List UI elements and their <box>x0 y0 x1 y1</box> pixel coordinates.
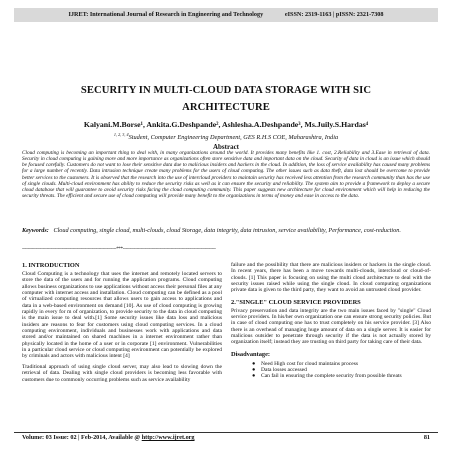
keywords-label: Keywords: <box>22 227 49 234</box>
paragraph: Traditional approach of using single cloud server, may also lead to slowing down the retrieval of data. Dealing with single cloud providers is becoming less favorable with customers due to commonly occurring problems such as service availability <box>22 363 222 383</box>
keywords-text: Cloud computing, single cloud, multi-clouds, cloud Storage, data integrity, data intrusion, service availability, Performance, cost-reduction. <box>53 227 401 234</box>
keywords <box>22 226 430 236</box>
disadvantage-list <box>252 360 431 380</box>
abstract-text: Cloud computing is becoming an important thing to deal with, in many organizations around the world. It provides many benefits like 1. cost, 2.Reliability and 3.Ease in retrieval of data. Security in cloud computing is gaining more and more importance as organizations often store sensitive data and important data on the cloud. Security of data in cloud is an issue which should be focused carefully. Customers do not want to lose their sensitive data due to malicious insiders and hackers in the cloud. In addition, the loss of service availability has caused many problems for a large number of recently. Data intrusion technique create many problems for the users of cloud computing. The other issues such as data theft, data lost should be overcome to provide better services to the customers. It is observed that the research into the use of intercloud providers to maintain security has received less attention from the research community than has the use of single clouds. Multi-cloud environment has ability to reduce the security risks as well as it can ensure the security and reliability. The system aim to provide a framework to deploy a secure cloud database that will guarantee to avoid security risks facing the cloud computing community. This paper suggests new architecture for cloud environment which will help in reducing the security threats. The efficient and secure use of cloud computing will provide many benefit to the organizations in terms of money and ease in access to the data. <box>22 150 430 200</box>
disadvantage-heading: Disadvantage: <box>231 350 271 358</box>
list-item <box>252 373 431 380</box>
section-heading-single-cloud: 2."SINGLE" CLOUD SERVICE PROVIDERS <box>231 298 361 306</box>
section-heading-introduction: 1. INTRODUCTION <box>22 262 80 269</box>
author-list: Kalyani.M.Borse¹, Ankita.G.Deshpande², Ashlesha.A.Deshpande³, Ms.Juily.S.Hardas⁴ <box>83 120 369 129</box>
affiliation-text: Student, Computer Engineering Department, GES R.H.S COE, Maharashtra, India <box>128 134 339 142</box>
paragraph: failure and the possibility that there are malicious insiders or hackers in the single cloud. In recent years, there has been a move towards multi-clouds, intercloud or cloud-of-clouds. [1] This paper is focusing on using the multi cloud architecture to deal with the security issues raised while using the single cloud. In cloud computing organizations private data is given to the third party, they want to avoid an untrusted cloud provider. <box>231 262 431 294</box>
page-footer <box>22 434 430 442</box>
footer-rule <box>14 432 438 433</box>
footer-volume: Volume: 03 Issue: 02 | Feb-2014, Available @ <box>22 434 142 441</box>
paragraph: Privacy preservation and data integrity are the two main issues faced by "single" Cloud service providers. In his/her own organization one can ensure strong security policies. But in case of cloud computing one has to trust completely on his service provider. [3] Also there is an overhead of managing huge amount of data on a single server. It is easier for malicious outsider to penetrate through security if the data is not actually stored by organization itself; instead they are trusting on third party for taking care of their data. <box>231 307 431 346</box>
right-column <box>231 262 431 380</box>
paper-title <box>20 82 432 116</box>
affiliation <box>20 131 432 142</box>
journal-issn: eISSN: 2319-1163 | pISSN: 2321-7308 <box>284 11 384 18</box>
affiliation-superscript: 1, 2, 3, 4 <box>113 132 129 137</box>
paragraph: Cloud Computing is a technology that uses the internet and remotely located servers to store the data of the users and for running the application programs. Cloud computing allows business organizations to use applications without access their personal files at any computer with internet access and installation. Cloud computing can be defined as a pool of virtualized computing resources that allows users to gain access to applications and data in a web-based environment on demand [10]. As use of cloud computing is growing rapidly in every for m of organization, to provide security to the data in cloud computing is the main issue to deal with.[1] Some security issues like data loss and malicious insiders are reasons to fear for customers using cloud computing services. In a cloud computing environment, individuals and businesses work with applications and data stored and/or maintained on shared machines in a internet environment rather than physically located in the home of a user or in corporate [1] environment. Vulnerabilities in a particular cloud service or cloud computing environment can potentially be explored by criminals and actors with malicious intent [4] <box>22 271 222 360</box>
journal-name: IJRET: International Journal of Research in Engineering and Technology <box>68 11 264 18</box>
page-number: 81 <box>423 434 430 441</box>
journal-header <box>14 8 438 22</box>
footer-link[interactable]: http://www.ijret.org <box>141 434 195 441</box>
paper-title-line-1: SECURITY IN MULTI-CLOUD DATA STORAGE WITH SIC <box>80 85 372 96</box>
abstract-heading: Abstract <box>212 143 240 151</box>
list-item-text: Data losses accessed <box>261 367 307 374</box>
list-item-text: Can fail in ensuring the complete security from possible threats <box>261 373 402 380</box>
bullet-icon: ● <box>252 360 256 367</box>
bullet-icon: ● <box>252 367 256 374</box>
paper-title-line-2: ARCHITECTURE <box>182 102 270 113</box>
list-item-text: Need High cost for cloud maintains process <box>261 360 359 367</box>
left-column <box>22 262 222 383</box>
bullet-icon: ● <box>252 373 256 380</box>
section-separator: ---------------------------------------------------------------------***-------------------------------------------------------------------- <box>22 247 216 252</box>
